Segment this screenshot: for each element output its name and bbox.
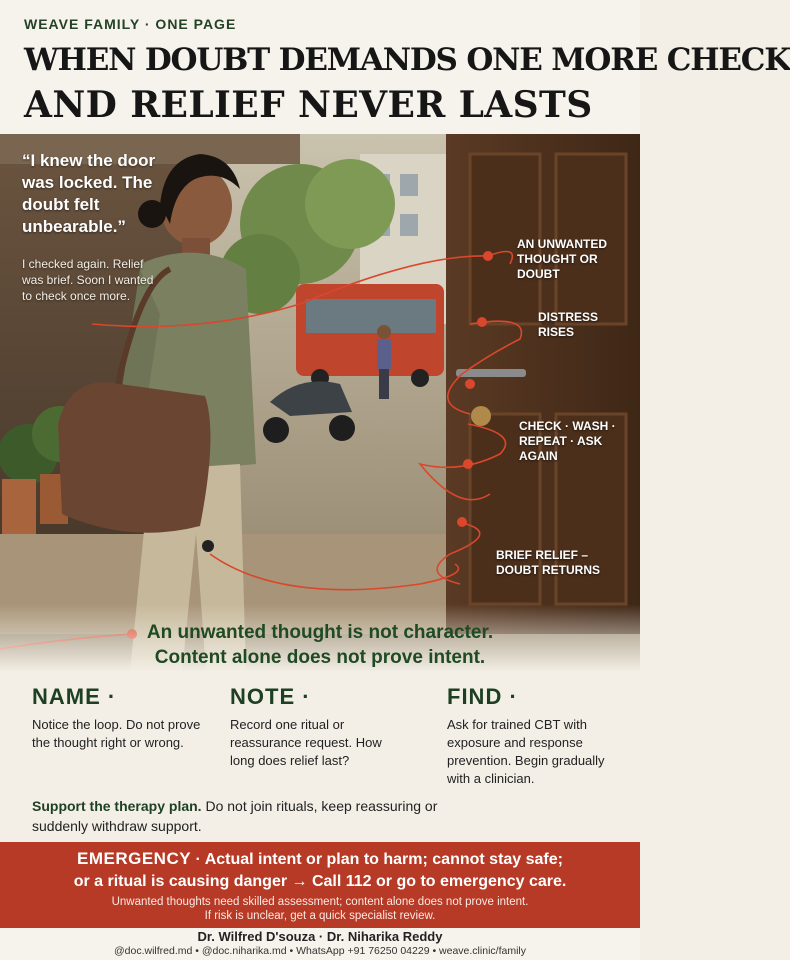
support-lead: Support the therapy plan.: [32, 798, 202, 814]
emergency-banner: [0, 842, 640, 928]
emergency-note-2: If risk is unclear, get a quick specialist review.: [204, 910, 436, 922]
step-note-text: Record one ritual or reassurance request. How long does relief last?: [230, 717, 382, 768]
step-name: [32, 684, 202, 752]
step-find-heading: FIND ·: [447, 684, 518, 709]
title-line-1: WHEN DOUBT DEMANDS ONE MORE CHECK: [24, 42, 790, 78]
key-message-line-2: Content alone does not prove intent.: [154, 647, 486, 668]
quote-subtext: I checked again. Relief was brief. Soon I wanted to check once more.: [22, 257, 154, 303]
emergency-label: EMERGENCY: [77, 849, 192, 868]
emergency-note-1: Unwanted thoughts need skilled assessment; content alone does not prove intent.: [111, 896, 529, 908]
step-find: [447, 684, 627, 788]
key-message-line-1: An unwanted thought is not character.: [146, 622, 494, 643]
key-message: [0, 620, 640, 670]
loop-label-brief-relief: BRIEF RELIEF – DOUBT RETURNS: [496, 548, 600, 577]
support-rest: Do not join rituals, keep reassuring or suddenly withdraw support.: [32, 798, 438, 834]
step-name-text: Notice the loop. Do not prove the thought right or wrong.: [32, 717, 201, 750]
emergency-line-2: or a ritual is causing danger → Call 112 or go to emergency care.: [73, 873, 567, 890]
footer: [0, 928, 640, 960]
step-note-heading: NOTE ·: [230, 684, 311, 709]
step-name-heading: NAME ·: [32, 684, 117, 709]
loop-label-unwanted-thought: AN UNWANTED THOUGHT OR DOUBT: [517, 237, 607, 281]
emergency-line-1: [0, 848, 640, 870]
emergency-line-1-text: · Actual intent or plan to harm; cannot stay safe;: [195, 851, 563, 868]
doctor-names: Dr. Wilfred D'souza · Dr. Niharika Reddy: [197, 929, 443, 944]
title-line-2: AND RELIEF NEVER LASTS: [24, 84, 593, 126]
contact-links[interactable]: @doc.wilfred.md • @doc.niharika.md • WhatsApp +91 76250 04229 • weave.clinic/family: [113, 945, 526, 957]
steps-section: [0, 672, 640, 842]
support-note: [32, 796, 492, 836]
header: [0, 0, 790, 134]
loop-label-check-wash: CHECK · WASH · REPEAT · ASK AGAIN: [519, 419, 616, 463]
step-find-text: Ask for trained CBT with exposure and response prevention. Begin gradually with a clinician.: [447, 717, 605, 786]
loop-label-distress: DISTRESS RISES: [538, 310, 599, 339]
quote: “I knew the door was locked. The doubt felt unbearable.”: [22, 151, 156, 236]
kicker: WEAVE FAMILY · ONE PAGE: [24, 16, 237, 32]
step-note: [230, 684, 405, 770]
emergency-note: [0, 895, 640, 923]
